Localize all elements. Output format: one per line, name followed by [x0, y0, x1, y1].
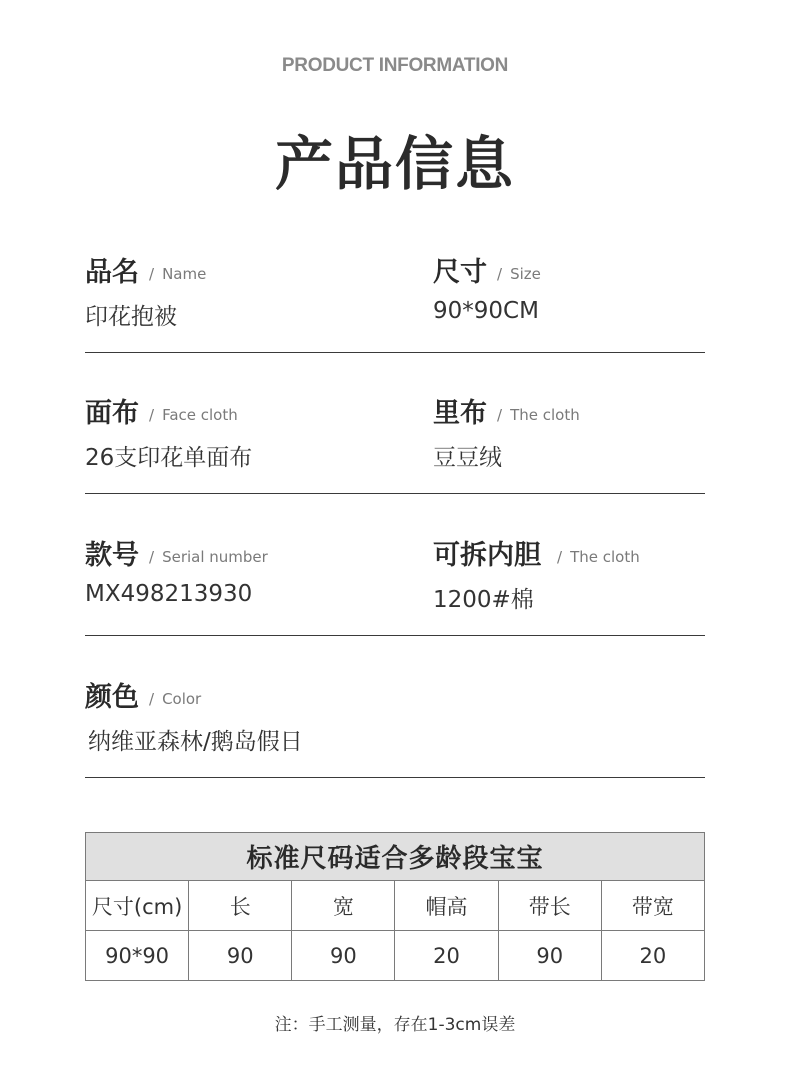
label-separator: / [497, 265, 503, 283]
table-header-cell: 宽 [292, 881, 395, 931]
field-color [85, 675, 303, 756]
measurement-note: 注：手工测量，存在1-3cm误差 [274, 1015, 516, 1035]
page-title: 产品信息 [274, 130, 515, 198]
label-separator: / [497, 406, 503, 424]
field-name [85, 250, 206, 331]
table-cell: 90 [189, 931, 292, 981]
field-liner-value: 1200#棉 [433, 587, 534, 613]
label-separator: / [149, 690, 155, 708]
divider [85, 352, 705, 353]
field-style-no [85, 533, 268, 607]
field-face-cloth-label: 面布 [85, 398, 139, 429]
divider [85, 635, 705, 636]
divider [85, 777, 705, 778]
label-separator: / [557, 548, 563, 566]
field-lining-label: 里布 [433, 398, 487, 429]
field-color-label: 颜色 [85, 682, 139, 713]
table-caption-row [86, 833, 705, 881]
table-cell: 90 [498, 931, 601, 981]
field-size [433, 250, 541, 324]
field-lining-value: 豆豆绒 [433, 445, 502, 471]
field-liner [433, 533, 640, 614]
field-size-label: 尺寸 [433, 257, 487, 288]
divider [85, 493, 705, 494]
label-separator: / [149, 406, 155, 424]
field-lining [433, 391, 580, 472]
field-size-value: 90*90CM [433, 298, 539, 324]
table-header-cell: 长 [189, 881, 292, 931]
label-separator: / [149, 548, 155, 566]
table-cell: 20 [395, 931, 498, 981]
field-name-en: Name [162, 265, 207, 283]
field-face-cloth-value: 26支印花单面布 [85, 445, 253, 471]
field-style-no-en: Serial number [162, 548, 268, 566]
label-separator: / [149, 265, 155, 283]
table-cell: 90*90 [86, 931, 189, 981]
table-header-cell: 带长 [498, 881, 601, 931]
field-lining-en: The cloth [510, 406, 580, 424]
section-eyebrow: PRODUCT INFORMATION [281, 55, 509, 76]
field-name-label: 品名 [85, 257, 139, 288]
size-table [85, 832, 705, 981]
field-face-cloth [85, 391, 252, 472]
field-name-value: 印花抱被 [85, 304, 177, 330]
table-row [86, 931, 705, 981]
field-liner-en: The cloth [570, 548, 640, 566]
table-cell: 90 [292, 931, 395, 981]
table-caption: 标准尺码适合多龄段宝宝 [86, 833, 705, 881]
field-style-no-label: 款号 [85, 540, 139, 571]
field-face-cloth-en: Face cloth [162, 406, 238, 424]
field-size-en: Size [510, 265, 541, 283]
field-style-no-value: MX498213930 [85, 581, 253, 607]
field-color-value: 纳维亚森林/鹅岛假日 [88, 729, 303, 755]
table-header-row [86, 881, 705, 931]
table-header-cell: 帽高 [395, 881, 498, 931]
table-header-cell: 尺寸(cm) [86, 881, 189, 931]
field-color-en: Color [162, 690, 202, 708]
table-cell: 20 [601, 931, 704, 981]
table-header-cell: 带宽 [601, 881, 704, 931]
field-liner-label: 可拆内胆 [433, 540, 541, 571]
